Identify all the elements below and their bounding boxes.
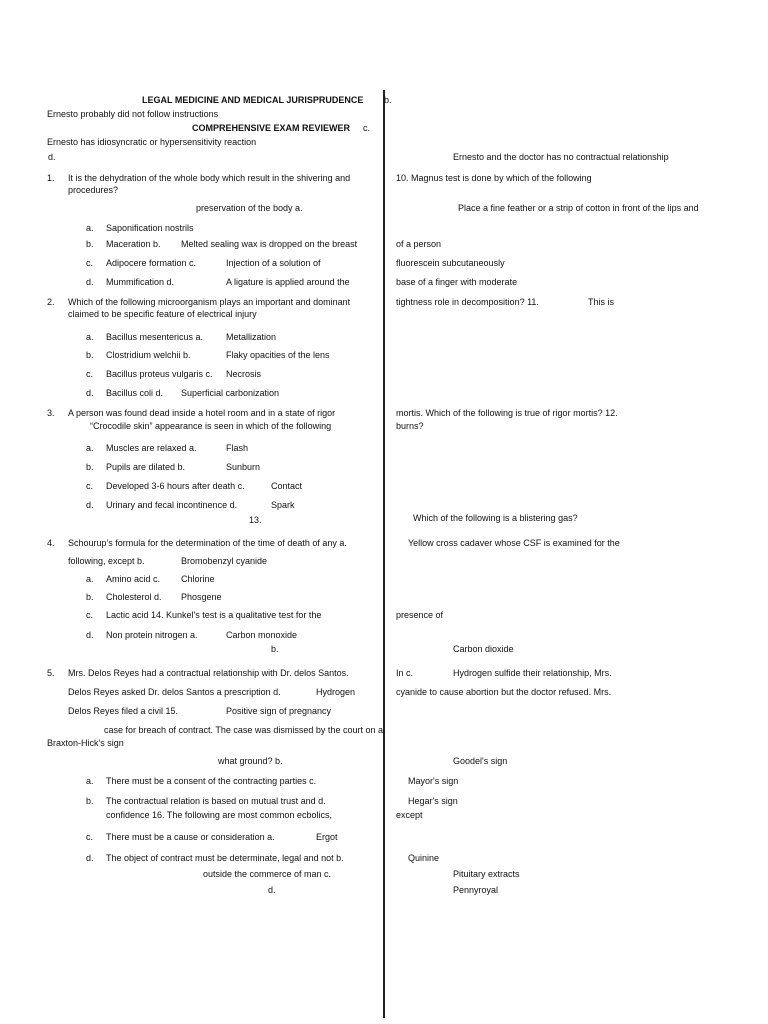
right-text: tightness role in decomposition? 11. — [396, 297, 539, 307]
right-text: In c. — [396, 668, 414, 678]
option-letter: b. — [86, 350, 94, 360]
q5-text-cont: what ground? b. — [218, 756, 283, 766]
q1-number: 1. — [47, 173, 55, 183]
right-text: mortis. Which of the following is true of rigor mortis? 12. — [396, 408, 618, 418]
option-text: Muscles are relaxed a. — [106, 443, 197, 453]
q2-text-cont: claimed to be specific feature of electrical injury — [68, 309, 257, 319]
option-text: Adipocere formation c. — [106, 258, 197, 268]
q4-text: Schourup's formula for the determination of the time of death of any a. — [68, 538, 347, 548]
option-text: Urinary and fecal incontinence d. — [106, 500, 238, 510]
doc-title: LEGAL MEDICINE AND MEDICAL JURISPRUDENCE — [142, 95, 364, 105]
option-letter: a. — [86, 574, 94, 584]
subtitle-c-marker: c. — [363, 123, 371, 133]
option-letter: d. — [86, 388, 94, 398]
option-text: Bacillus coli d. — [106, 388, 164, 398]
q5-text-cont: case for breach of contract. The case was dismissed by the court on a. — [104, 725, 386, 735]
option-text: Superficial carbonization — [181, 388, 280, 398]
q1-line: preservation of the body a. — [196, 203, 303, 213]
option-letter: b. — [86, 796, 94, 806]
doc-subtitle: COMPREHENSIVE EXAM REVIEWER — [192, 123, 351, 133]
option-text: Saponification nostrils — [106, 223, 194, 233]
option-text: Carbon monoxide — [226, 630, 298, 640]
option-text: Maceration b. — [106, 239, 161, 249]
option-text: A ligature is applied around the — [226, 277, 350, 287]
option-letter: d. — [86, 277, 94, 287]
right-text: presence of — [396, 610, 444, 620]
right-text: Pennyroyal — [453, 885, 499, 895]
header-right-d: Ernesto and the doctor has no contractual relationship — [453, 152, 669, 162]
right-text: Carbon dioxide — [453, 644, 514, 654]
option-text: Lactic acid 14. Kunkel's test is a qualitative test for the — [106, 610, 322, 620]
option-text: The contractual relation is based on mutual trust and d. — [106, 796, 326, 806]
option-text: Contact — [271, 481, 303, 491]
option-text: Phosgene — [181, 592, 222, 602]
q5-text-cont: Delos Reyes filed a civil 15. — [68, 706, 179, 716]
option-letter: a. — [86, 223, 94, 233]
right-text: This is — [588, 297, 615, 307]
right-text: Yellow cross cadaver whose CSF is examined for the — [408, 538, 620, 548]
option-letter: d. — [86, 630, 94, 640]
option-text: Sunburn — [226, 462, 261, 472]
option-letter: a. — [86, 443, 94, 453]
q3-text: A person was found dead inside a hotel room and in a state of rigor — [68, 408, 336, 418]
q2-number: 2. — [47, 297, 55, 307]
option-text: Ergot — [316, 832, 338, 842]
option-letter: d. — [268, 885, 276, 895]
right-text: Quinine — [408, 853, 440, 863]
option-text: Flaky opacities of the lens — [226, 350, 330, 360]
q5-text-cont: Positive sign of pregnancy — [226, 706, 332, 716]
option-letter: a. — [86, 332, 94, 342]
option-letter: d. — [86, 853, 94, 863]
option-text: There must be a cause or consideration a. — [106, 832, 275, 842]
option-text: Non protein nitrogen a. — [106, 630, 198, 640]
q4-text-cont: following, except b. — [68, 556, 145, 566]
right-text: fluorescein subcutaneously — [396, 258, 505, 268]
q1-text: It is the dehydration of the whole body which result in the shivering and — [68, 173, 351, 183]
option-text: Necrosis — [226, 369, 262, 379]
option-text: There must be a consent of the contracting parties c. — [106, 776, 317, 786]
right-text: Hydrogen sulfide their relationship, Mrs. — [453, 668, 612, 678]
right-text: cyanide to cause abortion but the doctor refused. Mrs. — [396, 687, 612, 697]
option-text: Bacillus mesentericus a. — [106, 332, 204, 342]
option-text: confidence 16. The following are most common ecbolics, — [106, 810, 332, 820]
q5-text-cont: Hydrogen — [316, 687, 356, 697]
option-text: Bacillus proteus vulgaris c. — [106, 369, 213, 379]
q10-text: 10. Magnus test is done by which of the following — [396, 173, 592, 183]
q5-text-cont: Braxton-Hick's sign — [47, 738, 124, 748]
option-letter: d. — [86, 500, 94, 510]
option-text: Mummification d. — [106, 277, 175, 287]
q4-number: 4. — [47, 538, 55, 548]
header-line-2: Ernesto has idiosyncratic or hypersensitivity reaction — [47, 137, 257, 147]
option-letter: a. — [86, 776, 94, 786]
right-text: except — [396, 810, 423, 820]
option-text: Cholesterol d. — [106, 592, 162, 602]
right-text: burns? — [396, 421, 424, 431]
option-text: Melted sealing wax is dropped on the breast — [181, 239, 358, 249]
option-letter: c. — [86, 369, 94, 379]
option-letter: b. — [271, 644, 279, 654]
q5-number: 5. — [47, 668, 55, 678]
q3-text-cont: “Crocodile skin” appearance is seen in which of the following — [90, 421, 332, 431]
right-text: of a person — [396, 239, 442, 249]
option-text: Metallization — [226, 332, 277, 342]
q13-number: 13. — [249, 515, 262, 525]
right-text: Goodel's sign — [453, 756, 508, 766]
q5-text-cont: Delos Reyes asked Dr. delos Santos a prescription d. — [68, 687, 281, 697]
option-text: The object of contract must be determinate, legal and not b. — [106, 853, 344, 863]
option-text: Amino acid c. — [106, 574, 161, 584]
option-text: Clostridium welchii b. — [106, 350, 191, 360]
option-letter: c. — [86, 481, 94, 491]
option-text: outside the commerce of man c. — [203, 869, 332, 879]
right-text: Place a fine feather or a strip of cotton in front of the lips and — [458, 203, 699, 213]
option-letter: b. — [86, 592, 94, 602]
option-letter: b. — [86, 462, 94, 472]
q3-number: 3. — [47, 408, 55, 418]
q1-text-cont: procedures? — [68, 185, 119, 195]
option-text: Pupils are dilated b. — [106, 462, 186, 472]
q13-text: Which of the following is a blistering gas? — [413, 513, 578, 523]
title-b-marker: b. — [384, 95, 392, 105]
option-text: Spark — [271, 500, 295, 510]
q5-text: Mrs. Delos Reyes had a contractual relationship with Dr. delos Santos. — [68, 668, 349, 678]
header-line-1: Ernesto probably did not follow instructions — [47, 109, 219, 119]
header-d-marker: d. — [48, 152, 56, 162]
right-text: base of a finger with moderate — [396, 277, 518, 287]
option-letter: c. — [86, 832, 94, 842]
q2-text: Which of the following microorganism plays an important and dominant — [68, 297, 351, 307]
option-text: Chlorine — [181, 574, 215, 584]
right-text: Pituitary extracts — [453, 869, 520, 879]
right-text: Hegar's sign — [408, 796, 458, 806]
option-letter: c. — [86, 258, 94, 268]
column-divider — [383, 90, 385, 1018]
q4-text-cont: Bromobenzyl cyanide — [181, 556, 268, 566]
option-letter: b. — [86, 239, 94, 249]
right-text: Mayor's sign — [408, 776, 459, 786]
option-text: Flash — [226, 443, 249, 453]
option-letter: c. — [86, 610, 94, 620]
option-text: Injection of a solution of — [226, 258, 321, 268]
option-text: Developed 3-6 hours after death c. — [106, 481, 245, 491]
